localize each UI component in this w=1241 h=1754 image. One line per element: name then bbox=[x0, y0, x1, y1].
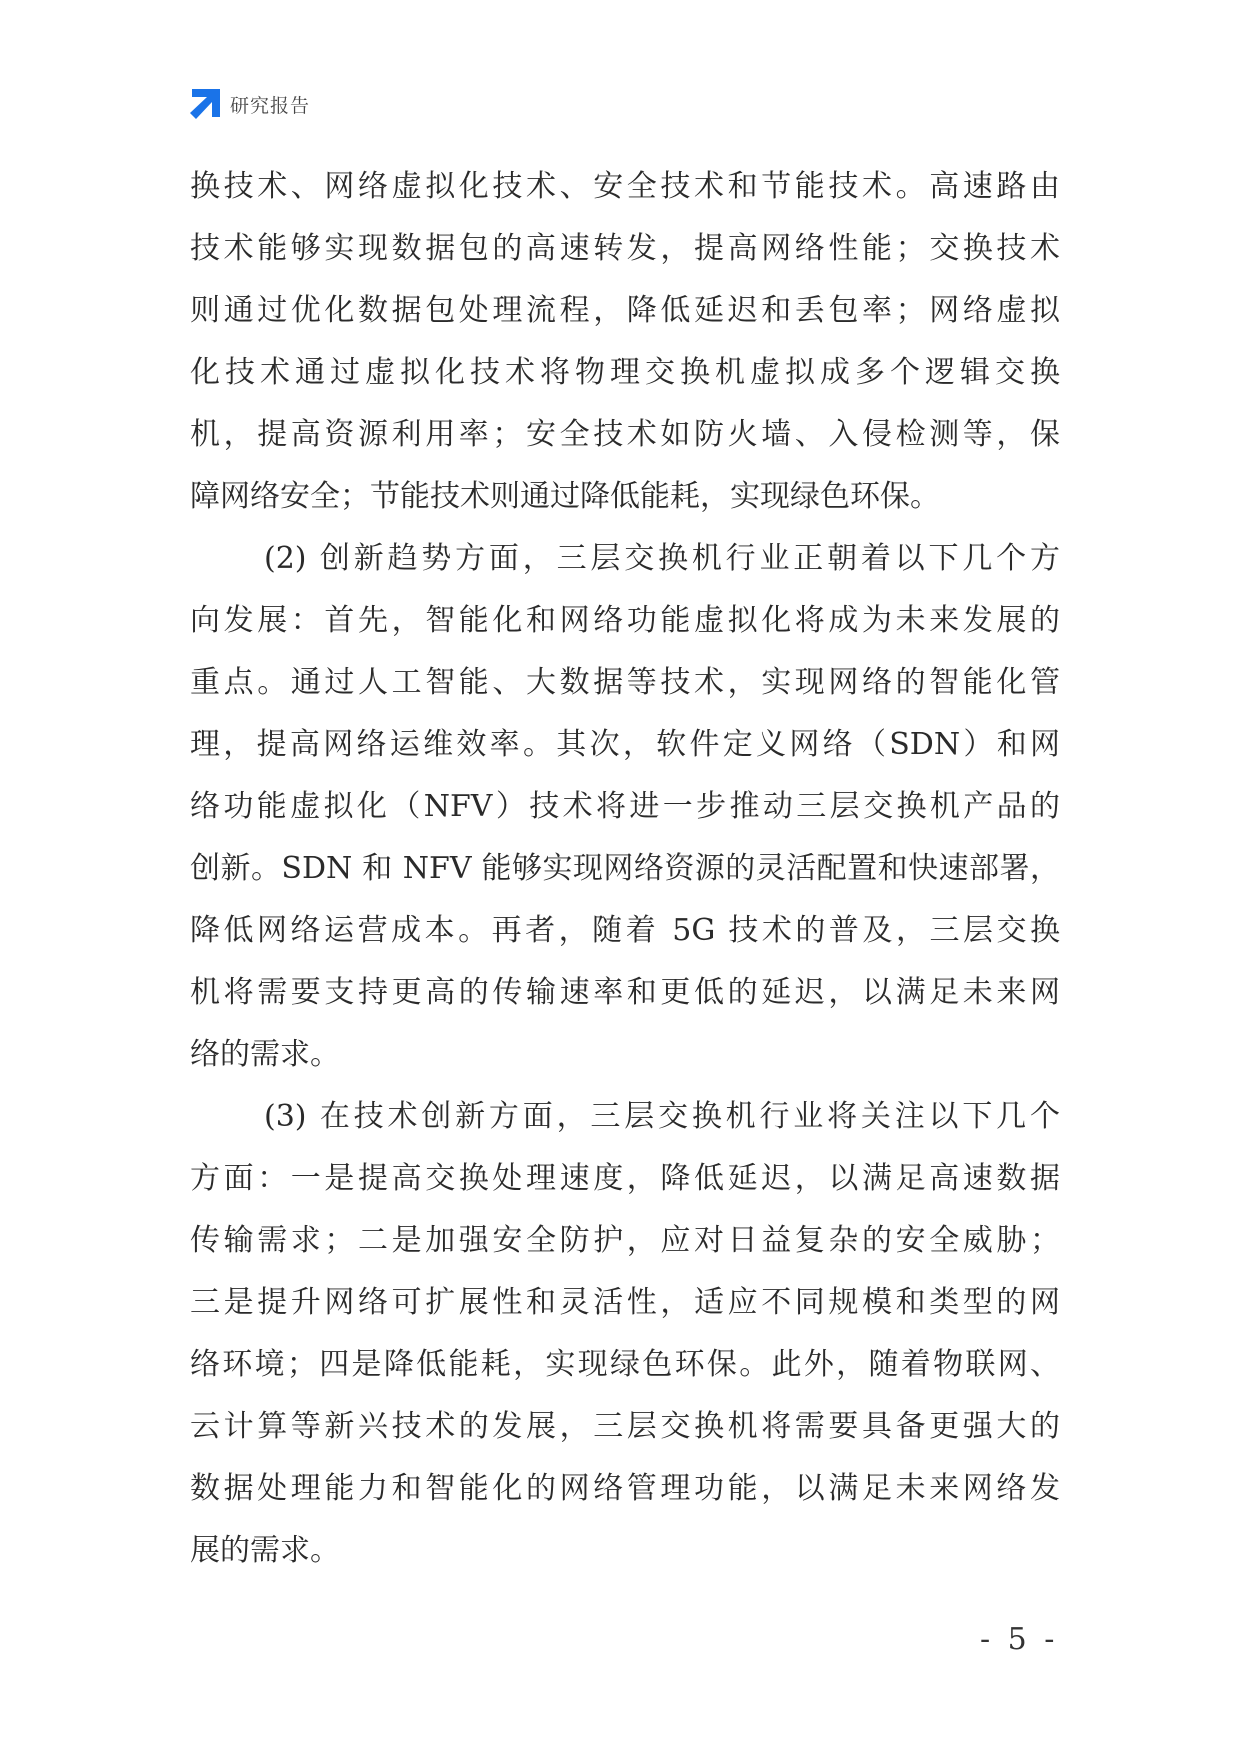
text-line: 则通过优化数据包处理流程，降低延迟和丢包率；网络虚拟 bbox=[190, 293, 1060, 328]
text-line: 络功能虚拟化（NFV）技术将进一步推动三层交换机产品的 bbox=[190, 789, 1060, 824]
paragraph-1 bbox=[190, 156, 1060, 528]
text-line: 络环境；四是降低能耗，实现绿色环保。此外，随着物联网、 bbox=[190, 1347, 1060, 1382]
text-line: 数据处理能力和智能化的网络管理功能，以满足未来网络发 bbox=[190, 1471, 1060, 1506]
paragraph-3 bbox=[190, 1086, 1060, 1582]
header-title: 研究报告 bbox=[230, 94, 311, 117]
text-line: 络的需求。 bbox=[190, 1037, 340, 1072]
text-line: 创新。SDN 和 NFV 能够实现网络资源的灵活配置和快速部署， bbox=[190, 851, 1060, 886]
text-line: 机将需要支持更高的传输速率和更低的延迟，以满足未来网 bbox=[190, 975, 1060, 1010]
text-line: 障网络安全；节能技术则通过降低能耗，实现绿色环保。 bbox=[190, 479, 940, 514]
page-number: - 5 - bbox=[980, 1622, 1059, 1657]
text-line: 方面：一是提高交换处理速度，降低延迟，以满足高速数据 bbox=[190, 1161, 1060, 1196]
text-line: 传输需求；二是加强安全防护，应对日益复杂的安全威胁； bbox=[190, 1223, 1060, 1258]
text-line: 化技术通过虚拟化技术将物理交换机虚拟成多个逻辑交换 bbox=[190, 355, 1060, 390]
text-line: 向发展：首先，智能化和网络功能虚拟化将成为未来发展的 bbox=[190, 603, 1060, 638]
text-line: 云计算等新兴技术的发展，三层交换机将需要具备更强大的 bbox=[190, 1409, 1060, 1444]
text-line: 技术能够实现数据包的高速转发，提高网络性能；交换技术 bbox=[190, 231, 1060, 266]
text-line: 理，提高网络运维效率。其次，软件定义网络（SDN）和网 bbox=[190, 727, 1060, 762]
text-line: 降低网络运营成本。再者，随着 5G 技术的普及，三层交换 bbox=[190, 913, 1060, 948]
text-line: 三是提升网络可扩展性和灵活性，适应不同规模和类型的网 bbox=[190, 1285, 1060, 1320]
text-line: 展的需求。 bbox=[190, 1533, 340, 1568]
text-line: (2) 创新趋势方面，三层交换机行业正朝着以下几个方 bbox=[264, 541, 1060, 576]
text-line: 重点。通过人工智能、大数据等技术，实现网络的智能化管 bbox=[190, 665, 1060, 700]
text-line: 换技术、网络虚拟化技术、安全技术和节能技术。高速路由 bbox=[190, 169, 1060, 204]
paragraph-2 bbox=[190, 528, 1060, 1086]
arrow-logo-icon bbox=[188, 87, 222, 121]
text-line: 机，提高资源利用率；安全技术如防火墙、入侵检测等，保 bbox=[190, 417, 1060, 452]
document-body bbox=[190, 156, 1060, 1582]
text-line: (3) 在技术创新方面，三层交换机行业将关注以下几个 bbox=[264, 1099, 1060, 1134]
page-header bbox=[188, 86, 310, 122]
